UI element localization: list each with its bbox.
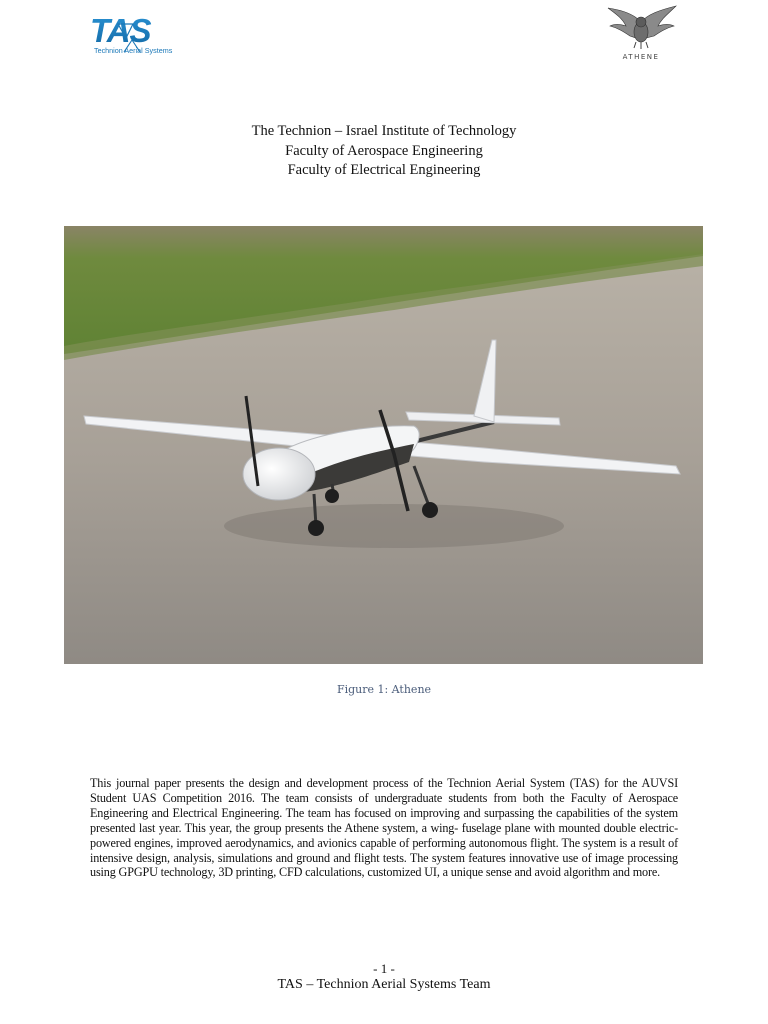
abstract-paragraph: This journal paper presents the design and development process of the Technion Aerial System (TAS) for the AUVSI Student UAS Competition 2016. The team consists of undergraduate students from both the Faculty of Aerospace Engineering and Electrical Engineering. The team has focused on improving and surpassing the capabilities of the system presented last year. This year, the group presents the Athene system, a wing- fuselage plane with mounted double electric-powered engines, improved aerodynamics, and avionics capable of performing autonomous flight. The system is a result of intensive design, analysis, simulations and ground and flight tests. The system features innovative use of image processing using GPGPU technology, 3D printing, CFD calculations, customized UI, a unique sense and avoid algorithm and more. xyxy=(90,776,678,880)
owl-logo xyxy=(600,4,682,62)
footer-team-name: TAS – Technion Aerial Systems Team xyxy=(277,977,491,992)
tas-logo-subtitle: Technion Aerial Systems xyxy=(94,46,173,55)
figure-caption: Figure 1: Athene xyxy=(336,683,432,696)
faculty-electrical: Faculty of Electrical Engineering xyxy=(287,162,481,178)
owl-logo-text: ATHENE xyxy=(622,53,660,61)
tas-logo-text: TAS xyxy=(90,12,151,49)
tas-logo xyxy=(88,10,180,60)
faculty-aerospace: Faculty of Aerospace Engineering xyxy=(285,142,483,159)
institution-name: The Technion – Israel Institute of Technology xyxy=(251,123,517,139)
page-number: - 1 - xyxy=(373,961,395,976)
uav-photo xyxy=(64,226,703,664)
title-block xyxy=(0,122,768,181)
